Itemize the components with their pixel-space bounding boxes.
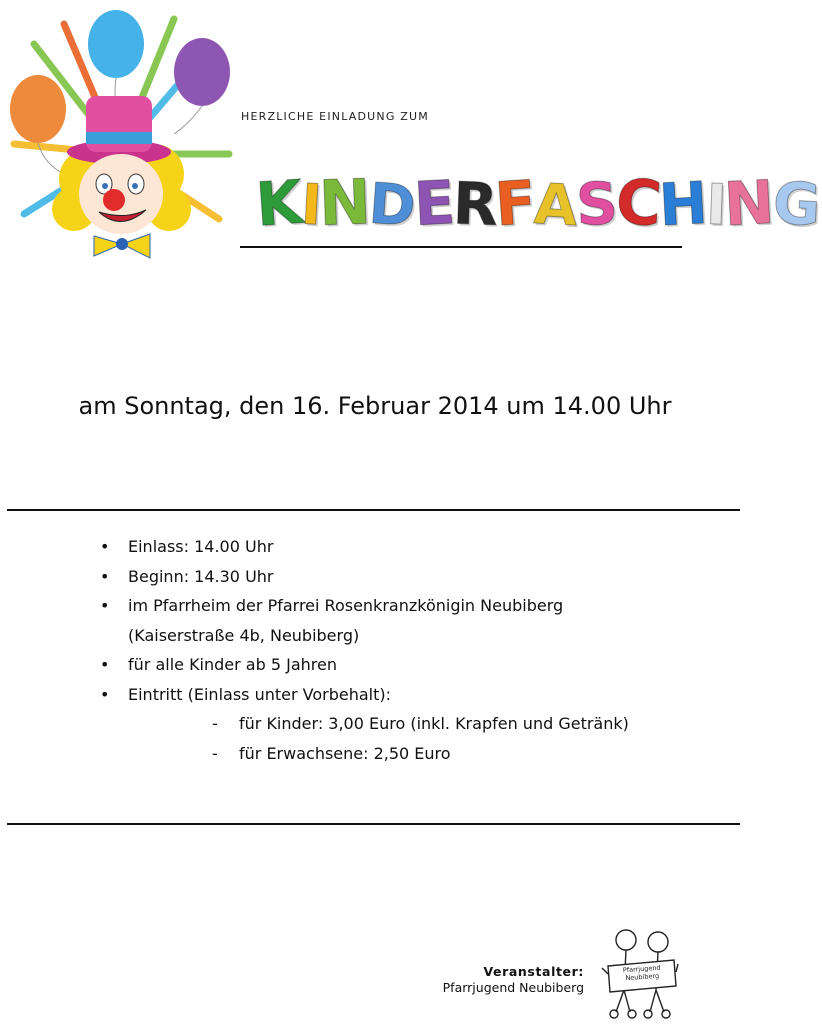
- title-letter: F: [492, 167, 539, 241]
- invitation-subtitle: HERZLICHE EINLADUNG ZUM: [241, 110, 429, 123]
- kinderfasching-title: [253, 164, 822, 246]
- detail-einlass: Einlass: 14.00 Uhr: [128, 537, 274, 556]
- bullet-icon: •: [100, 566, 110, 586]
- price-kinder: für Kinder: 3,00 Euro (inkl. Krapfen und Getränk): [239, 714, 629, 733]
- title-letter: R: [451, 169, 499, 239]
- bullet-icon: •: [100, 655, 110, 674]
- event-date-line: am Sonntag, den 16. Februar 2014 um 14.00 Uhr: [78, 392, 672, 420]
- title-letter: S: [574, 169, 619, 239]
- title-letter: I: [298, 172, 324, 239]
- price-erwachsene: für Erwachsene: 2,50 Euro: [239, 743, 451, 763]
- dash-icon: -: [212, 743, 218, 763]
- sub-list-item: [100, 709, 629, 739]
- detail-beginn: Beginn: 14.30 Uhr: [128, 566, 274, 586]
- detail-address: (Kaiserstraße 4b, Neubiberg): [128, 625, 360, 645]
- detail-age: für alle Kinder ab 5 Jahren: [128, 655, 337, 674]
- list-item: [100, 532, 629, 562]
- title-letter: A: [532, 171, 580, 240]
- logo-text: Pfarrjugend Neubiberg: [622, 963, 661, 983]
- dash-icon: -: [212, 714, 218, 733]
- divider-bottom: [7, 823, 740, 825]
- title-letter: D: [367, 171, 418, 240]
- title-letter: N: [318, 165, 373, 240]
- organizer-name: Pfarrjugend Neubiberg: [442, 980, 584, 995]
- bullet-icon: •: [100, 537, 110, 556]
- sub-list-item: [100, 739, 629, 769]
- title-letter: C: [613, 164, 664, 241]
- divider-top: [7, 509, 740, 511]
- event-details-list: [100, 532, 629, 768]
- list-item: [100, 680, 629, 710]
- list-item: [100, 562, 629, 592]
- title-letter: I: [704, 172, 728, 239]
- bullet-icon: •: [100, 596, 110, 615]
- title-letter: H: [657, 168, 710, 240]
- title-letter: E: [411, 167, 457, 241]
- title-letter: G: [770, 168, 822, 240]
- detail-eintritt: Eintritt (Einlass unter Vorbehalt):: [128, 684, 391, 704]
- title-letter: K: [253, 167, 305, 241]
- pfarrjugend-logo-icon: [600, 928, 678, 1022]
- detail-location: im Pfarrheim der Pfarrei Rosenkranzkönigin Neubiberg: [128, 596, 564, 615]
- organizer-label: Veranstalter:: [483, 964, 584, 979]
- title-underline: [240, 246, 682, 248]
- list-item: [100, 650, 629, 680]
- list-item: [100, 591, 629, 621]
- title-letter: N: [722, 167, 777, 241]
- organizer-block: [443, 964, 584, 996]
- bullet-icon: •: [100, 684, 110, 704]
- clown-with-balloons-icon: [4, 4, 234, 264]
